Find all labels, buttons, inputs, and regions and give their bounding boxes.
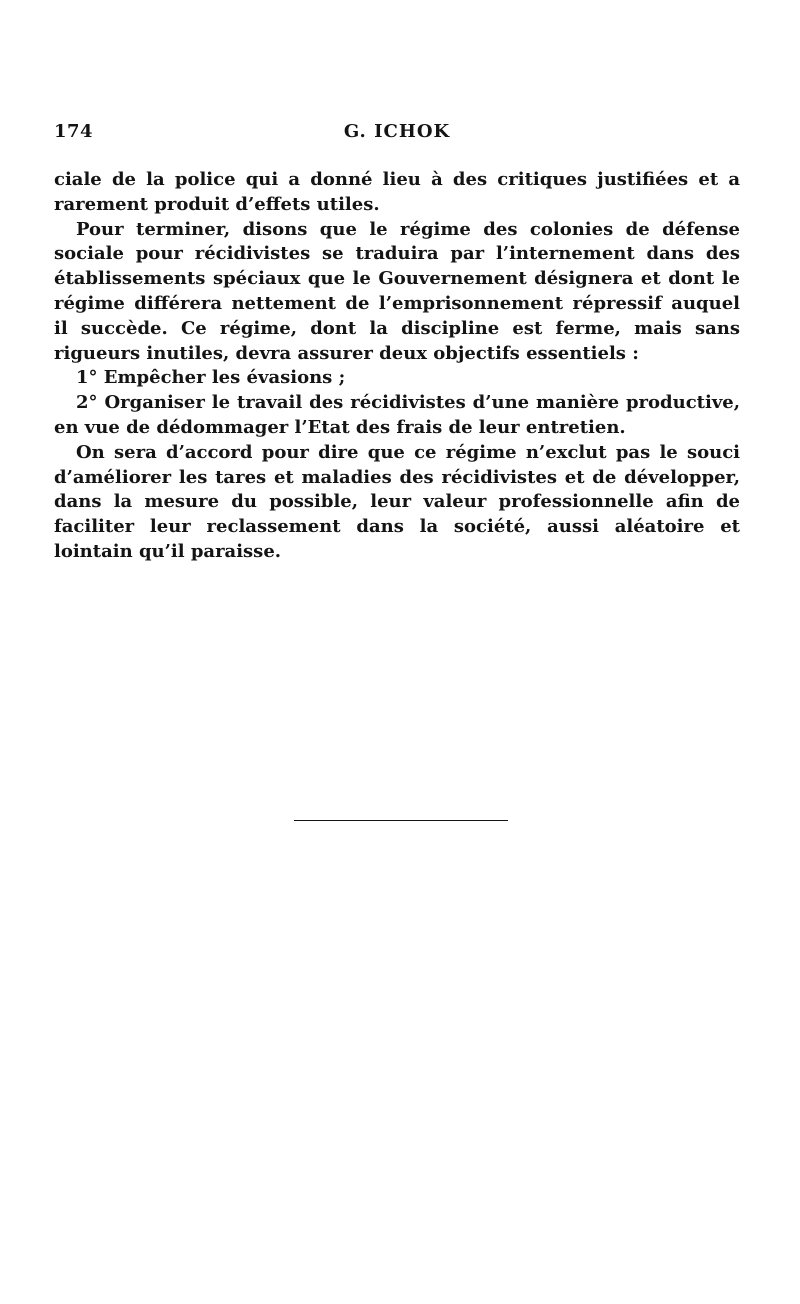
paragraph-continued: ciale de la police qui a donné lieu à des critiques justifiées et a rarement produit d’effets utiles. [54, 169, 740, 215]
running-head [54, 121, 740, 143]
running-head-author: G. ICHOK [343, 121, 451, 142]
paragraph: Pour terminer, disons que le régime des colonies de défense sociale pour récidivistes se traduira par l’internement dans des établissements spéciaux que le Gouvernement désignera et dont le régime différera nettement de l’emprisonnement répressif auquel il succède. Ce régime, dont la discipline est ferme, mais sans rigueurs inutiles, devra assurer deux objectifs essentiels : [54, 218, 740, 364]
paragraph: On sera d’accord pour dire que ce régime n’exclut pas le souci d’améliorer les tares et maladies des récidivistes et de développer, dans la mesure du possible, leur valeur professionnelle afin de faciliter leur reclassement dans la société, aussi aléatoire et lointain qu’il paraisse. [54, 441, 740, 562]
section-end-rule [294, 820, 508, 821]
list-item-2: 2° Organiser le travail des récidivistes d’une manière productive, en vue de dédommager l’Etat des frais de leur entretien. [54, 392, 740, 438]
body-text [54, 168, 740, 565]
list-item-1: 1° Empêcher les évasions ; [76, 367, 346, 389]
page-number: 174 [54, 121, 94, 142]
